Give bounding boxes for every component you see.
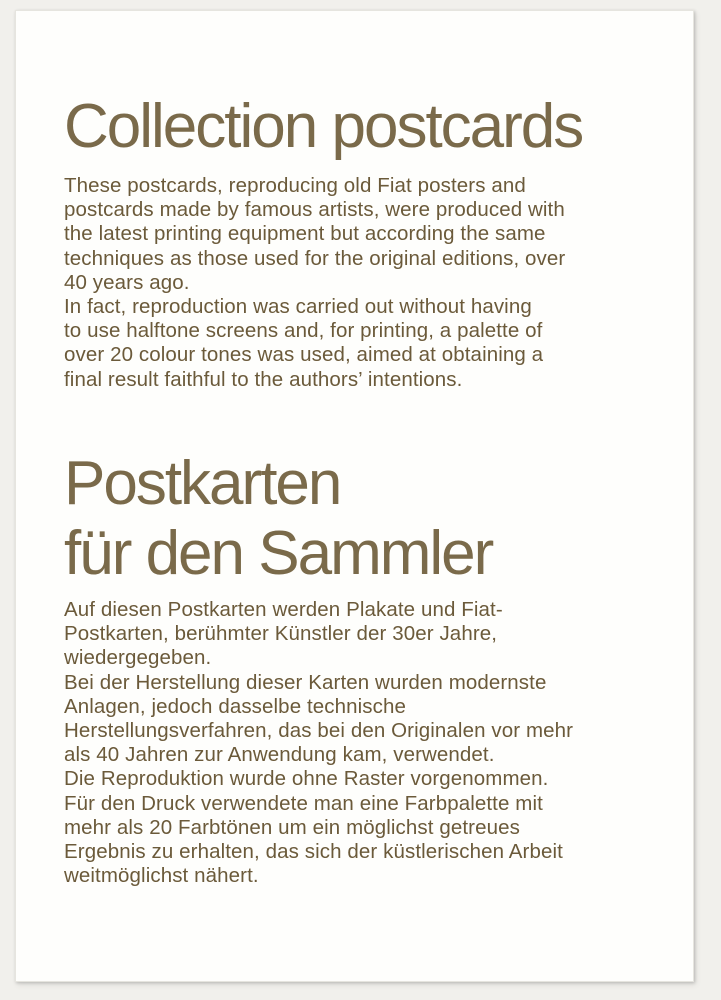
- english-paragraph-2: In fact, reproduction was carried out without having to use halftone screens and, for printing, a palette of over 20 colour tones was used, aimed at obtaining a final result faithful to the authors’ intentions.: [64, 295, 544, 391]
- german-paragraph-1: Auf diesen Postkarten werden Plakate und Fiat- Postkarten, berühmter Künstler der 30er Jahre, wiedergegeben.: [64, 598, 503, 670]
- english-paragraph-1: These postcards, reproducing old Fiat posters and postcards made by famous artists, were produced with the latest printing equipment but according the same techniques as those used for the original editions, over 40 years ago.: [64, 174, 566, 294]
- german-title-line-1: Postkarten: [64, 449, 341, 518]
- german-paragraph-3: Die Reproduktion wurde ohne Raster vorgenommen. Für den Druck verwendete man eine Farbpalette mit mehr als 20 Farbtönen um ein möglichst getreues Ergebnis zu erhalten, das sich der küstlerischen Arbeit weitmöglichst nähert.: [64, 767, 563, 888]
- english-text-block: [64, 174, 664, 392]
- english-title: Collection postcards: [64, 92, 583, 161]
- german-title-line-2: für den Sammler: [64, 519, 493, 588]
- german-text-block: [64, 598, 664, 888]
- german-paragraph-2: Bei der Herstellung dieser Karten wurden modernste Anlagen, jedoch dasselbe technische Herstellungsverfahren, das bei den Originalen vor mehr als 40 Jahren zur Anwendung kam, verwendet.: [64, 670, 574, 767]
- postcard-insert-card: [15, 10, 694, 982]
